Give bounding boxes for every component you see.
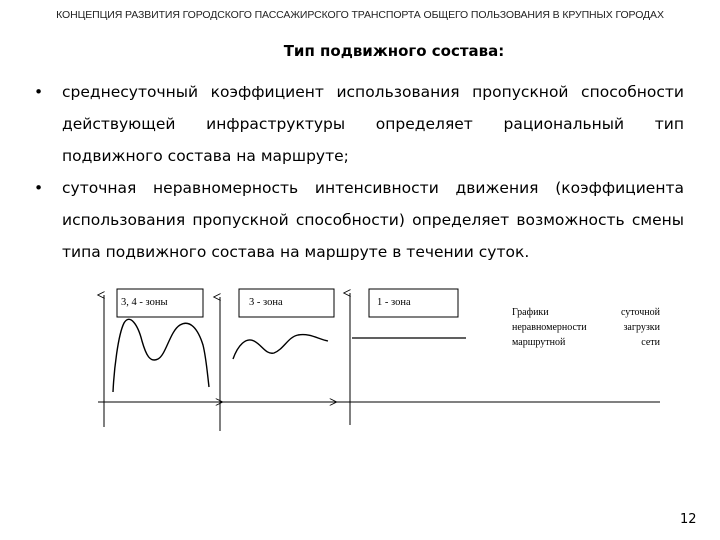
- zone-label: 1 - зона: [377, 297, 411, 308]
- zone-label: 3, 4 - зоны: [121, 297, 168, 308]
- diagram-legend: [512, 305, 660, 350]
- bullet-item: [34, 76, 684, 172]
- load-curve: [233, 335, 328, 359]
- bullet-text: среднесуточный коэффициент использования пропускной способности действующей инфраструктуры определяет рациональный тип подвижного состава на маршруте;: [62, 83, 684, 165]
- legend-line: маршрутной сети: [512, 337, 660, 348]
- presentation-header: КОНЦЕПЦИЯ РАЗВИТИЯ ГОРОДСКОГО ПАССАЖИРСКОГО ТРАНСПОРТА ОБЩЕГО ПОЛЬЗОВАНИЯ В КРУПНЫХ ГОРОДАХ: [56, 9, 664, 21]
- zone-graph-3-4: [98, 289, 222, 427]
- bullet-list: [34, 76, 684, 268]
- load-unevenness-diagram: [0, 275, 720, 435]
- legend-line: Графики суточной: [512, 307, 660, 318]
- bullet-icon: •: [34, 83, 44, 101]
- load-curve: [113, 319, 209, 392]
- legend-line: неравномерности загрузки: [512, 322, 660, 333]
- zone-graph-3: [220, 289, 336, 431]
- zone-label: 3 - зона: [249, 297, 283, 308]
- bullet-text: суточная неравномерность интенсивности движения (коэффициента использования пропускной способности) определяет возможность смены типа подвижного состава на маршруте в течении суток.: [62, 179, 684, 261]
- bullet-icon: •: [34, 179, 44, 197]
- bullet-item: [34, 172, 684, 268]
- zone-graph-1: [350, 289, 466, 425]
- slide-title: Тип подвижного состава:: [283, 42, 505, 60]
- page-number: 12: [680, 512, 697, 527]
